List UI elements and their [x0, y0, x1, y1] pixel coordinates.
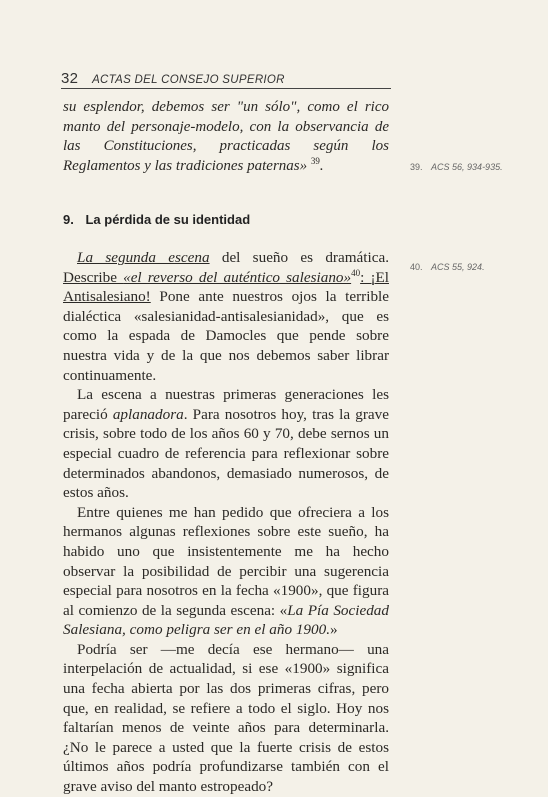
running-title: ACTAS DEL CONSEJO SUPERIOR	[92, 74, 285, 86]
section-number: 9.	[63, 212, 74, 227]
footnote-ref-40: 40	[351, 267, 361, 278]
text-run: : ¡El Antisalesiano!	[63, 268, 389, 306]
opening-end: .	[319, 157, 324, 174]
text-run: . Para nosotros hoy, tras la grave crisis, sobre todo de los años 60 y 70, debe sernos un especial cuadro de referencia para reflexionar sobre determinados abandonos, demasiado numerosos, de estos años.	[63, 405, 389, 502]
text-run: La escena a nuestras primeras generaciones les pareció	[63, 386, 389, 423]
note-text: ACS 55, 924.	[431, 262, 485, 272]
header-rule	[61, 88, 391, 89]
margin-note-39	[410, 162, 503, 172]
footnote-ref-39: 39	[310, 155, 320, 166]
page-number: 32	[61, 70, 79, 87]
text-run: Describe	[63, 268, 124, 286]
paragraph-3	[63, 503, 389, 640]
italic-phrase: La segunda escena	[77, 249, 210, 266]
italic-quote: «el reverso del auténtico salesiano»	[123, 268, 352, 286]
note-number: 40.	[410, 262, 423, 272]
body-text	[63, 248, 389, 797]
paragraph-4	[63, 640, 389, 797]
paragraph-2	[63, 385, 389, 503]
opening-paragraph	[63, 98, 389, 176]
text-run: Pone ante nuestros ojos la terrible dialéctica «salesianidad-antisalesianidad», que es como la espada de Damocles que pende sobre nuestra vida y de la que nos debemos saber librar continuamente.	[63, 288, 389, 384]
section-title: La pérdida de su identidad	[85, 212, 251, 227]
text-run: Podría ser —me decía ese hermano— una interpelación de actualidad, si ese «1900» significa una fecha abierta por las dos primeras cifras, pero que, en realidad, se refiere a todo el siglo. Hoy nos faltarían menos de veinte años para determinarla. ¿No le parece a usted que la fuerte crisis de estos últimos años podría profundizarse también con el grave aviso del manto estropeado?	[63, 640, 389, 796]
text-run: del sueño es dramática.	[209, 249, 390, 266]
italic-quote: La Pía Sociedad Salesiana, como peligra ser en el año 1900.	[63, 601, 389, 639]
italic-word: aplanadora	[112, 405, 184, 423]
section-heading	[63, 212, 250, 227]
running-header	[61, 70, 391, 87]
margin-note-40	[410, 262, 485, 272]
paragraph-1	[63, 248, 389, 385]
text-run: »	[330, 621, 338, 639]
note-number: 39.	[410, 162, 423, 172]
opening-text: su esplendor, debemos ser "un sólo", como el rico manto del personaje-modelo, con la observancia de las Constituciones, practicadas según los Reglamentos y las tradiciones paternas»	[63, 99, 389, 174]
note-text: ACS 56, 934-935.	[431, 162, 503, 172]
text-run: Entre quienes me han pedido que ofreciera a los hermanos algunas reflexiones sobre este sueño, ha habido uno que insistentemente me ha hecho observar la posibilidad de percibir una sugerencia especial para nosotros en la fecha «1900», que figura al comienzo de la segunda escena: «	[63, 503, 389, 619]
